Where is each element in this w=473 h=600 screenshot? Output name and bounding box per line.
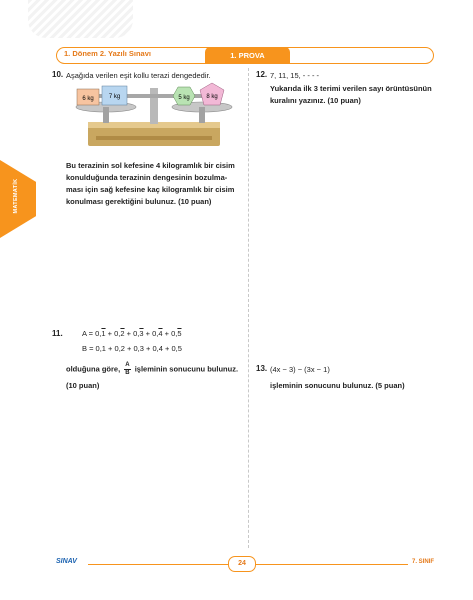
repeating-digit: 4 xyxy=(158,329,163,338)
question-13-expression: (4x − 3) − (3x − 1) xyxy=(270,365,330,374)
question-10-intro: Aşağıda verilen eşit kollu terazi dengededir. xyxy=(66,71,211,80)
question-10-line: ması için sağ kefesine kaç kilogramlık bir cisim xyxy=(66,185,235,194)
question-11-prompt xyxy=(66,362,238,377)
expression-a-op: + 0, xyxy=(143,329,159,338)
question-12-line: Yukarıda ilk 3 terimi verilen sayı örüntüsünün xyxy=(270,84,432,93)
prompt-before: olduğuna göre, xyxy=(66,364,121,374)
expression-a-op: + 0, xyxy=(124,329,140,338)
grade-label: 7. SINIF xyxy=(412,559,435,565)
question-11-number: 11. xyxy=(52,329,63,338)
exam-title: 1. Dönem 2. Yazılı Sınavı xyxy=(64,49,151,58)
balance-scale-image xyxy=(66,80,241,152)
repeating-digit: 5 xyxy=(177,329,182,338)
question-10-body xyxy=(66,160,246,208)
question-10-number: 10. xyxy=(52,70,64,79)
question-13-prompt: işleminin sonucunu bulunuz. (5 puan) xyxy=(270,381,405,390)
weight-label-right-2: 8 kg xyxy=(206,94,218,100)
question-13-number: 13. xyxy=(256,364,268,373)
page-number: 24 xyxy=(228,556,256,572)
corner-decoration xyxy=(28,0,133,38)
prova-tab: 1. PROVA xyxy=(205,47,290,64)
right-pan-stem xyxy=(199,107,205,123)
question-11-points: (10 puan) xyxy=(66,381,100,390)
column-divider xyxy=(248,68,249,548)
question-12-sequence: 7, 11, 15, - - - - xyxy=(270,71,320,80)
question-12-body xyxy=(270,83,440,107)
prompt-after: işleminin sonucunu bulunuz. xyxy=(134,364,239,374)
fraction-numerator: A xyxy=(125,362,130,368)
expression-a xyxy=(82,329,182,338)
fraction-a-over-b xyxy=(124,362,130,377)
repeating-digit: 1 xyxy=(101,329,106,338)
question-10-line: Bu terazinin sol kefesine 4 kilogramlık bir cisim xyxy=(66,161,235,170)
question-10-line: konulduğunda terazinin dengesinin bozulma- xyxy=(66,173,228,182)
left-pan-stem xyxy=(103,107,109,123)
publisher-logo: SINAV xyxy=(56,558,77,565)
expression-a-op: + 0, xyxy=(105,329,121,338)
subject-label: MATEMATİK xyxy=(13,178,19,214)
weight-label-right-1: 5 kg xyxy=(178,95,190,101)
question-12-line: kuralını yazınız. (10 puan) xyxy=(270,96,361,105)
expression-a-op: + 0, xyxy=(162,329,178,338)
scale-base-stripe xyxy=(96,136,212,140)
weight-label-left-1: 6 kg xyxy=(82,96,94,102)
repeating-digit: 3 xyxy=(139,329,144,338)
repeating-digit: 2 xyxy=(120,329,125,338)
fraction-denominator: B xyxy=(125,370,130,376)
scale-pillar xyxy=(150,88,158,124)
question-10-line: konulması gerektiğini bulunuz. (10 puan) xyxy=(66,197,212,206)
weight-label-left-2: 7 kg xyxy=(108,94,121,100)
question-12-number: 12. xyxy=(256,70,268,79)
expression-a-prefix: A = 0, xyxy=(82,329,102,338)
expression-b: B = 0,1 + 0,2 + 0,3 + 0,4 + 0,5 xyxy=(82,344,182,353)
